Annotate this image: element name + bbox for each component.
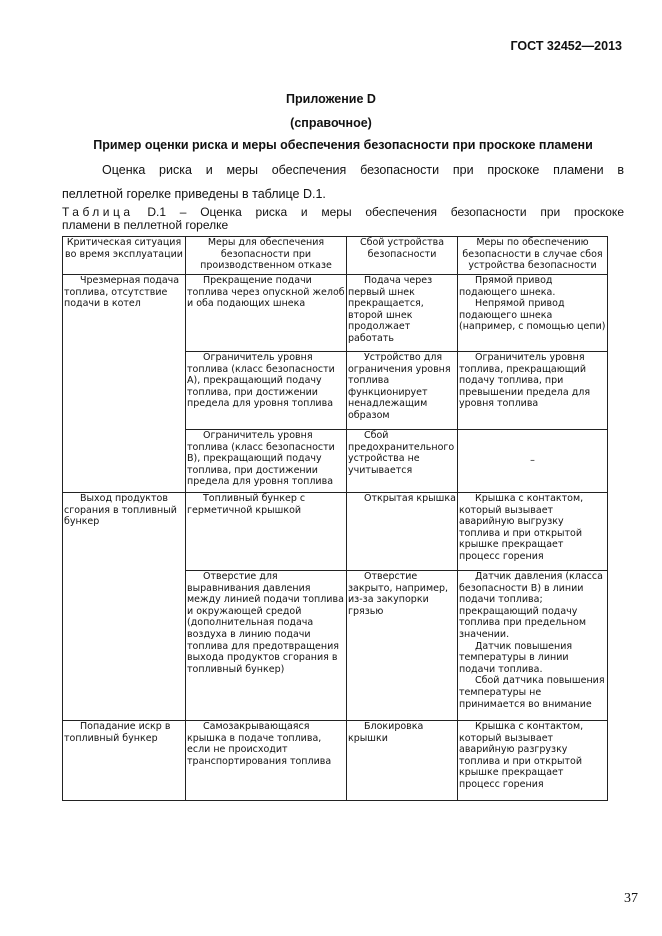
response-cell	[458, 721, 608, 801]
response-line: Крышка с контактом, который вызывает аварийную выгрузку топлива и при открытой крышке прекращает процесс горения	[459, 493, 584, 562]
failure-cell: Подача через первый шнек прекращается, второй шнек продолжает работать	[347, 275, 458, 352]
response-line: Ограничитель уровня топлива, прекращающий подачу топлива, при превышении предела для уровня топлива	[459, 352, 591, 410]
standard-code: ГОСТ 32452—2013	[510, 39, 622, 53]
risk-table	[62, 236, 608, 801]
table-row	[63, 493, 608, 571]
column-header: Меры по обеспечению безопасности в случае сбоя устройства безопасности	[458, 237, 608, 275]
measure-cell: Самозакрывающаяся крышка в подаче топлива, если не происходит транспортирования топлива	[186, 721, 347, 801]
failure-cell: Устройство для ограничения уровня топлива функционирует ненадлежащим образом	[347, 352, 458, 430]
table-caption	[62, 206, 624, 232]
table-row	[63, 721, 608, 801]
response-line: Датчик повышения температуры в линии подачи топлива.	[459, 640, 573, 675]
column-header: Меры для обеспечения безопасности при производственном отказе	[186, 237, 347, 275]
failure-cell: Блокировка крышки	[347, 721, 458, 801]
appendix-note: (справочное)	[290, 116, 372, 130]
page-number: 37	[624, 891, 638, 906]
failure-cell: Открытая крышка	[347, 493, 458, 571]
response-line: Прямой привод подающего шнека.	[459, 275, 556, 298]
situation-cell: Попадание искр в топливный бункер	[63, 721, 186, 801]
table-caption-line-2: пламени в пеллетной горелке	[62, 218, 229, 232]
response-cell: –	[458, 430, 608, 493]
measure-cell: Ограничитель уровня топлива (класс безопасности А), прекращающий подачу топлива, при достижении предела для уровня топлива	[186, 352, 347, 430]
response-cell	[458, 352, 608, 430]
measure-cell: Отверстие для выравнивания давления между линией подачи топлива и окружающей средой (дополнительная подача воздуха в линию подачи топлива для предотвращения выхода продуктов сгорания в топливный бункер)	[186, 571, 347, 721]
table-caption-label: Таблица	[62, 205, 134, 219]
appendix-title: Приложение D	[286, 92, 376, 106]
table-caption-text: D.1 – Оценка риска и меры обеспечения безопасности при проскоке	[133, 205, 624, 219]
table-header-row	[63, 237, 608, 275]
response-cell	[458, 571, 608, 721]
response-cell	[458, 275, 608, 352]
situation-cell: Чрезмерная подача топлива, отсутствие подачи в котел	[63, 275, 186, 493]
response-line: Непрямой привод подающего шнека (например, с помощью цепи)	[459, 298, 606, 333]
measure-cell: Топливный бункер с герметичной крышкой	[186, 493, 347, 571]
intro-paragraph	[62, 158, 624, 206]
response-line: Сбой датчика повышения температуры не принимается во внимание	[459, 675, 605, 710]
situation-cell: Выход продуктов сгорания в топливный бункер	[63, 493, 186, 721]
intro-line-1: Оценка риска и меры обеспечения безопасности при проскоке пламени в	[102, 163, 624, 177]
table-row	[63, 275, 608, 352]
response-line: Крышка с контактом, который вызывает аварийную разгрузку топлива и при открытой крышке прекращает процесс горения	[459, 721, 584, 790]
response-line: Датчик давления (класса безопасности В) в линии подачи топлива; прекращающий подачу топлива при предельном значении.	[459, 571, 603, 640]
column-header: Сбой устройства безопасности	[347, 237, 458, 275]
failure-cell: Отверстие закрыто, например, из-за закупорки грязью	[347, 571, 458, 721]
response-cell	[458, 493, 608, 571]
section-title: Пример оценки риска и меры обеспечения безопасности при проскоке пламени	[93, 138, 593, 152]
intro-line-2: пеллетной горелке приведены в таблице D.1.	[62, 187, 326, 201]
measure-cell: Прекращение подачи топлива через опускной желоб и оба подающих шнека	[186, 275, 347, 352]
failure-cell: Сбой предохранительного устройства не учитывается	[347, 430, 458, 493]
measure-cell: Ограничитель уровня топлива (класс безопасности В), прекращающий подачу топлива, при достижении предела для уровня топлива	[186, 430, 347, 493]
column-header: Критическая ситуация во время эксплуатации	[63, 237, 186, 275]
